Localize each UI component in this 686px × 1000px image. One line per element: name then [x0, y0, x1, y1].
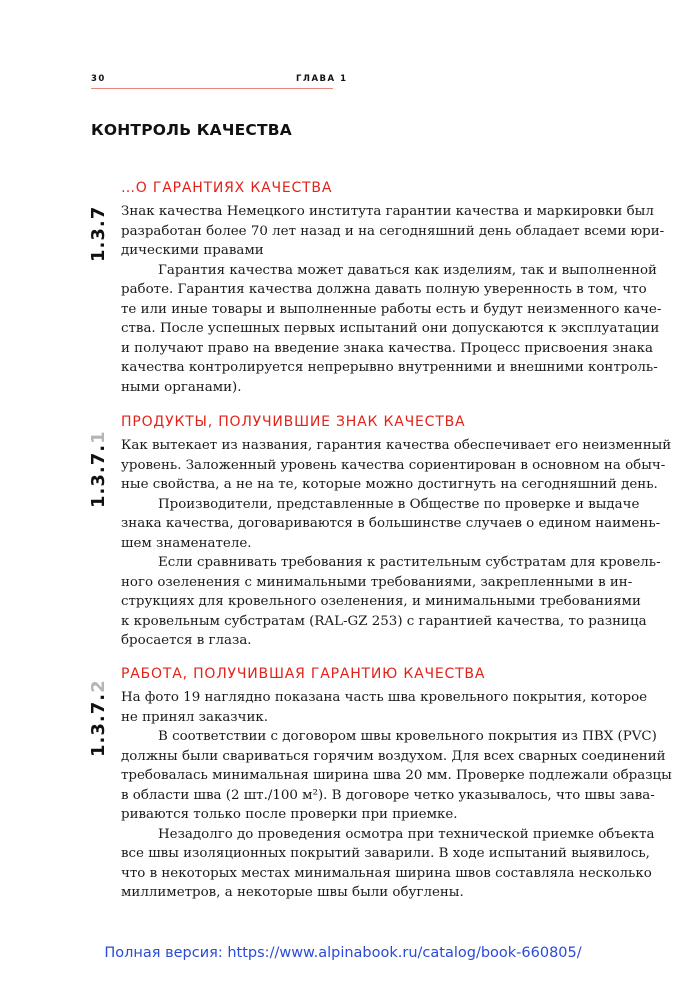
text-line: знака качества, договариваются в большинстве случаев о едином наимень-: [121, 516, 661, 531]
text-line: Знак качества Немецкого института гарантии качества и маркировки был: [121, 204, 654, 219]
text-line: в области шва (2 шт./100 м²). В договоре четко указывалось, что швы зава-: [121, 787, 655, 803]
text-line: что в некоторых местах минимальная ширина швов составляла несколько: [121, 865, 652, 881]
text-line: разработан более 70 лет назад и на сегодняшний день обладает всеми юри-: [121, 223, 665, 239]
text-line: требовалась минимальная ширина шва 20 мм. Проверке подлежали образцы: [121, 768, 672, 783]
text-line: миллиметров, а некоторые швы были обуглены.: [121, 885, 464, 900]
text-line: не принял заказчик.: [121, 709, 269, 725]
text-line: бросается в глаза.: [121, 633, 252, 648]
text-line: струкциях для кровельного озеленения, и минимальными требованиями: [121, 594, 641, 609]
text-line: качества контролируется непрерывно внутренними и внешними контроль-: [121, 360, 658, 375]
section-title-1-3-7-2: РАБОТА, ПОЛУЧИВШАЯ ГАРАНТИЮ КАЧЕСТВА: [121, 666, 486, 682]
text-line: Производители, представленные в Обществе по проверке и выдаче: [158, 496, 640, 512]
section-number-1-3-7: 1.3.7: [88, 205, 109, 262]
text-line: ства. После успешных первых испытаний они допускаются к эксплуатации: [121, 321, 660, 336]
section-body-1-3-7: [121, 202, 665, 397]
full-version-link[interactable]: Полная версия: https://www.alpinabook.ru/catalog/book-660805/: [104, 945, 582, 961]
text-line: В соответствии с договором швы кровельного покрытия из ПВХ (PVC): [158, 729, 657, 744]
page-title: КОНТРОЛЬ КАЧЕСТВА: [91, 121, 292, 139]
text-line: должны были свариваться горячим воздухом. Для всех сварных соединений: [121, 748, 666, 764]
text-line: Гарантия качества может даваться как изделиям, так и выполненной: [158, 262, 657, 278]
chapter-label: ГЛАВА 1: [296, 74, 348, 84]
text-line: к кровельным субстратам (RAL-GZ 253) с гарантией качества, то разница: [121, 613, 647, 629]
header-rule: [91, 88, 333, 89]
section-body-1-3-7-2: [121, 688, 672, 903]
text-line: Незадолго до проведения осмотра при технической приемке объекта: [158, 826, 655, 842]
page-number: 30: [91, 74, 106, 84]
text-line: шем знаменателе.: [121, 535, 252, 551]
text-line: те или иные товары и выполненные работы есть и будут неизменного каче-: [121, 301, 662, 317]
text-line: Если сравнивать требования к растительным субстратам для кровель-: [158, 555, 661, 570]
section-title-1-3-7-1: ПРОДУКТЫ, ПОЛУЧИВШИЕ ЗНАК КАЧЕСТВА: [121, 414, 466, 430]
text-line: На фото 19 наглядно показана часть шва кровельного покрытия, которое: [121, 690, 648, 705]
text-line: ные свойства, а не на те, которые можно достигнуть на сегодняшний день.: [121, 477, 658, 492]
text-line: Как вытекает из названия, гарантия качества обеспечивает его неизменный: [121, 438, 672, 453]
section-number-1-3-7-2: 1.3.7.2: [88, 679, 109, 757]
text-line: ного озеленения с минимальными требованиями, закрепленными в ин-: [121, 574, 633, 590]
section-number-1-3-7-1: 1.3.7.1: [88, 430, 109, 508]
section-body-1-3-7-1: [121, 436, 672, 651]
text-line: уровень. Заложенный уровень качества сориентирован в основном на обыч-: [121, 457, 666, 473]
text-line: ными органами).: [121, 379, 242, 395]
text-line: дическими правами: [121, 243, 264, 258]
section-title-1-3-7: …О ГАРАНТИЯХ КАЧЕСТВА: [121, 180, 333, 196]
text-line: все швы изоляционных покрытий заварили. В ходе испытаний выявилось,: [121, 846, 650, 861]
text-line: и получают право на введение знака качества. Процесс присвоения знака: [121, 340, 653, 356]
text-line: работе. Гарантия качества должна давать полную уверенность в том, что: [121, 282, 647, 297]
text-line: риваются только после проверки при приемке.: [121, 807, 458, 822]
